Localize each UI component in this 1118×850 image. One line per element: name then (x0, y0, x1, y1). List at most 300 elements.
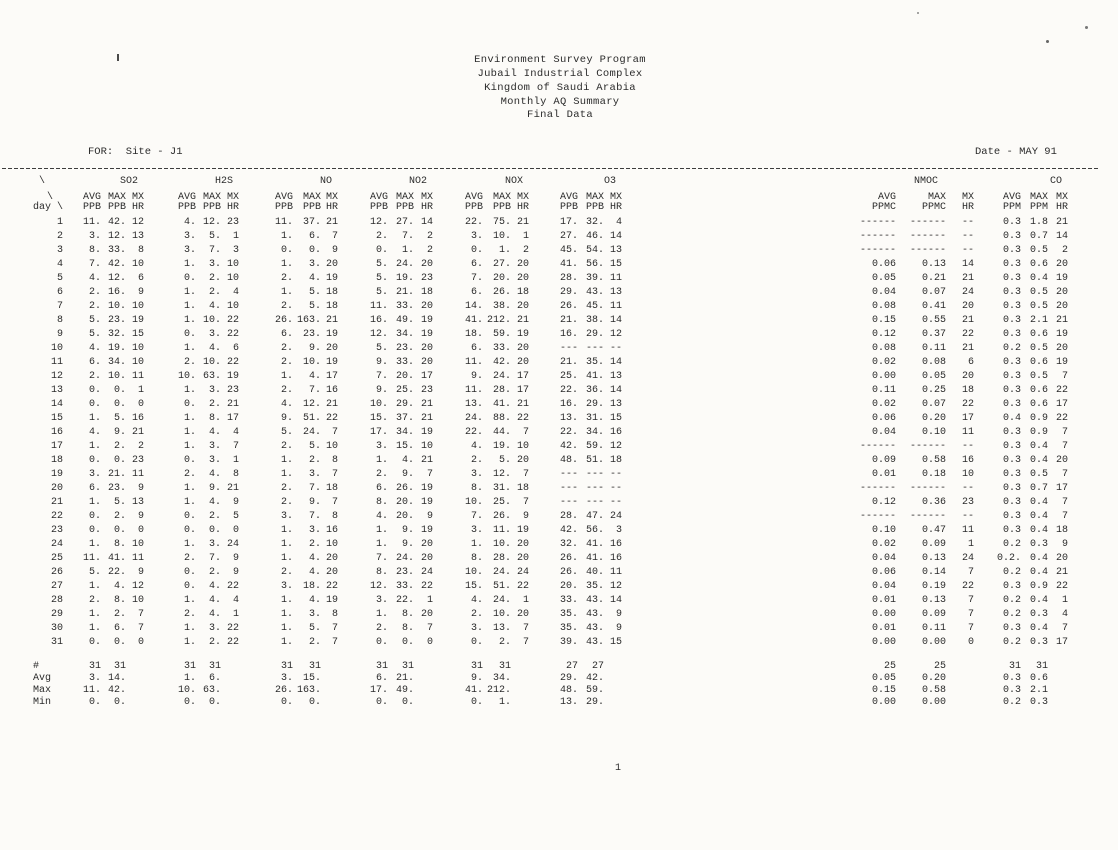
cell-so2-avg: 2. (89, 287, 102, 298)
cell-o3-avg: --- (560, 343, 579, 354)
stat-label-avg: AVG (560, 192, 579, 203)
cell-o3-max: 45. (586, 301, 605, 312)
cell-so2-avg: 1. (89, 413, 102, 424)
cell-nox-hr: 22 (517, 581, 530, 592)
column-header-no2: NO2 (409, 176, 428, 187)
cell-no2-max: 25. (396, 385, 415, 396)
summary-nmoc-avg: 0.00 (872, 697, 897, 708)
cell-no-hr: 7 (332, 497, 339, 508)
cell-o3-avg: 26. (560, 553, 579, 564)
cell-o3-avg: 20. (560, 581, 579, 592)
cell-no-hr: 16 (326, 525, 339, 536)
cell-no-hr: 18 (326, 483, 339, 494)
cell-no-hr: 20 (326, 343, 339, 354)
cell-nox-avg: 14. (465, 301, 484, 312)
cell-so2-hr: 12 (132, 581, 145, 592)
cell-co-hr: 18 (1056, 525, 1069, 536)
cell-nmoc-hr: 14 (962, 259, 975, 270)
day-number: 2 (57, 231, 64, 242)
cell-so2-avg: 2. (89, 595, 102, 606)
cell-no-hr: 10 (326, 441, 339, 452)
data-row-day-23 (33, 524, 1068, 538)
cell-so2-hr: 13 (132, 231, 145, 242)
cell-no2-hr: 20 (421, 553, 434, 564)
cell-nox-max: 1. (499, 245, 512, 256)
cell-no-hr: 22 (326, 413, 339, 424)
cell-no2-avg: 7. (376, 371, 389, 382)
cell-o3-avg: --- (560, 497, 579, 508)
cell-h2s-avg: 3. (184, 231, 197, 242)
cell-nmoc-hr: 18 (962, 385, 975, 396)
cell-nox-avg: 7. (471, 511, 484, 522)
cell-so2-hr: 10 (132, 595, 145, 606)
summary-h2s-max: 6. (209, 673, 222, 684)
summary-nox-blank (511, 685, 529, 697)
cell-h2s-hr: 10 (227, 259, 240, 270)
site-label: FOR: Site - J1 (88, 146, 183, 158)
cell-o3-hr: -- (610, 497, 623, 508)
cell-nmoc-hr: 22 (962, 399, 975, 410)
cell-nox-avg: 11. (465, 385, 484, 396)
cell-nox-max: 10. (493, 539, 512, 550)
cell-no-max: 9. (309, 343, 322, 354)
cell-o3-avg: 32. (560, 539, 579, 550)
day-number: 17 (51, 441, 64, 452)
cell-h2s-hr: 4 (233, 427, 240, 438)
cell-co-hr: 7 (1062, 469, 1069, 480)
cell-nmoc-avg: 0.02 (872, 399, 897, 410)
cell-no2-hr: 17 (421, 371, 434, 382)
cell-so2-hr: 8 (138, 245, 145, 256)
cell-o3-hr: 15 (610, 413, 623, 424)
day-number: 21 (51, 497, 64, 508)
cell-no-avg: 3. (281, 511, 294, 522)
cell-so2-max: 23. (108, 315, 127, 326)
cell-nox-hr: 7 (523, 623, 530, 634)
cell-o3-hr: 12 (610, 329, 623, 340)
cell-nox-avg: 6. (471, 287, 484, 298)
stat-label-avg: AVG (878, 192, 897, 203)
cell-co-max: 2.1 (1030, 315, 1049, 326)
page-number: 1 (615, 763, 622, 774)
cell-no2-hr: 20 (421, 539, 434, 550)
cell-no2-max: 7. (402, 231, 415, 242)
day-number: 16 (51, 427, 64, 438)
cell-h2s-max: 4. (209, 581, 222, 592)
cell-so2-hr: 16 (132, 413, 145, 424)
day-number: 1 (57, 217, 64, 228)
cell-nox-max: 11. (493, 525, 512, 536)
cell-no-hr: 18 (326, 301, 339, 312)
cell-h2s-hr: 8 (233, 469, 240, 480)
cell-so2-max: 10. (108, 301, 127, 312)
cell-no-avg: 6. (281, 329, 294, 340)
cell-nox-hr: 20 (517, 273, 530, 284)
cell-so2-max: 22. (108, 567, 127, 578)
cell-co-avg: 0.3 (1003, 301, 1022, 312)
cell-o3-max: 32. (586, 217, 605, 228)
cell-o3-hr: 11 (610, 567, 623, 578)
cell-no-avg: 1. (281, 539, 294, 550)
cell-no2-max: 34. (396, 427, 415, 438)
summary-no2-max: 49. (396, 685, 415, 696)
cell-co-max: 0.6 (1030, 385, 1049, 396)
cell-o3-avg: 26. (560, 301, 579, 312)
cell-nmoc-avg: 0.05 (872, 273, 897, 284)
cell-o3-max: 43. (586, 609, 605, 620)
cell-co-hr: 2 (1062, 245, 1069, 256)
cell-no2-max: 19. (396, 273, 415, 284)
unit-label: PPB (178, 202, 197, 213)
cell-co-avg: 0.3 (1003, 497, 1022, 508)
summary-co-blank (1048, 661, 1068, 673)
cell-o3-hr: 15 (610, 259, 623, 270)
cell-co-hr: 7 (1062, 497, 1069, 508)
cell-nox-hr: 7 (523, 497, 530, 508)
unit-label: PPB (586, 202, 605, 213)
summary-h2s-avg: 10. (178, 685, 197, 696)
cell-nmoc-avg: 0.15 (872, 315, 897, 326)
cell-o3-hr: 16 (610, 427, 623, 438)
day-number: 11 (51, 357, 64, 368)
cell-co-avg: 0.3 (1003, 623, 1022, 634)
cell-nox-avg: 3. (471, 525, 484, 536)
summary-o3-blank (604, 673, 622, 685)
cell-nmoc-hr: 24 (962, 287, 975, 298)
cell-o3-hr: 13 (610, 371, 623, 382)
day-number: 19 (51, 469, 64, 480)
day-number: 8 (57, 315, 64, 326)
cell-no2-avg: 4. (376, 511, 389, 522)
summary-nmoc-blank (946, 697, 974, 709)
cell-co-hr: 22 (1056, 385, 1069, 396)
summary-nmoc-max: 0.00 (922, 697, 947, 708)
day-number: 12 (51, 371, 64, 382)
day-number: 4 (57, 259, 64, 270)
summary-nox-blank (511, 673, 529, 685)
day-number: 20 (51, 483, 64, 494)
cell-nmoc-hr: 6 (968, 357, 975, 368)
cell-co-max: 0.5 (1030, 343, 1049, 354)
column-header-co: CO (1050, 176, 1063, 187)
cell-nmoc-hr: 20 (962, 301, 975, 312)
summary-no2-avg: 0. (376, 697, 389, 708)
unit-label: PPB (465, 202, 484, 213)
cell-so2-max: 2. (114, 441, 127, 452)
cell-no2-hr: 19 (421, 497, 434, 508)
cell-no2-max: 29. (396, 399, 415, 410)
cell-h2s-hr: 10 (227, 273, 240, 284)
cell-no2-avg: 5. (376, 273, 389, 284)
cell-nmoc-avg: 0.01 (872, 595, 897, 606)
cell-h2s-avg: 1. (184, 301, 197, 312)
cell-o3-avg: 17. (560, 217, 579, 228)
summary-row-min (33, 697, 1068, 709)
cell-no-hr: 21 (326, 217, 339, 228)
cell-no-hr: 19 (326, 357, 339, 368)
data-row-day-10 (33, 342, 1068, 356)
cell-no2-max: 20. (396, 371, 415, 382)
cell-no-avg: 11. (275, 217, 294, 228)
cell-co-avg: 0.2 (1003, 567, 1022, 578)
cell-nox-avg: 11. (465, 357, 484, 368)
cell-nox-max: 28. (493, 553, 512, 564)
cell-co-avg: 0.3 (1003, 259, 1022, 270)
unit-label: PPB (83, 202, 102, 213)
summary-h2s-max: 63. (203, 685, 222, 696)
cell-nox-hr: 20 (517, 343, 530, 354)
cell-h2s-avg: 10. (178, 371, 197, 382)
cell-no2-max: 26. (396, 483, 415, 494)
cell-co-max: 0.5 (1030, 371, 1049, 382)
cell-nmoc-hr: -- (962, 245, 975, 256)
aq-data-table (33, 176, 1068, 709)
cell-o3-max: 36. (586, 385, 605, 396)
cell-h2s-hr: 7 (233, 441, 240, 452)
cell-no-avg: 26. (275, 315, 294, 326)
stat-label-max: MAX (108, 192, 127, 203)
data-row-day-14 (33, 398, 1068, 412)
cell-no-hr: 19 (326, 329, 339, 340)
cell-no2-max: 49. (396, 315, 415, 326)
cell-nox-max: 38. (493, 301, 512, 312)
cell-nmoc-max: ------ (910, 217, 947, 228)
cell-h2s-max: 2. (209, 511, 222, 522)
stat-label-max: MAX (203, 192, 222, 203)
cell-no-hr: 18 (326, 287, 339, 298)
cell-so2-hr: 7 (138, 623, 145, 634)
cell-nmoc-avg: 0.09 (872, 455, 897, 466)
cell-o3-max: 59. (586, 441, 605, 452)
cell-no2-avg: 6. (376, 483, 389, 494)
cell-so2-max: 10. (108, 371, 127, 382)
cell-no-hr: 9 (332, 245, 339, 256)
cell-no-max: 5. (309, 441, 322, 452)
summary-no2-blank (414, 685, 433, 697)
summary-co-blank (1048, 673, 1068, 685)
cell-co-avg: 0.3 (1003, 455, 1022, 466)
summary-no2-max: 31 (402, 661, 415, 672)
cell-no2-avg: 5. (376, 287, 389, 298)
cell-no-hr: 8 (332, 455, 339, 466)
cell-co-hr: 20 (1056, 301, 1069, 312)
cell-o3-avg: 48. (560, 455, 579, 466)
cell-no2-max: 20. (396, 511, 415, 522)
cell-h2s-avg: 1. (184, 385, 197, 396)
cell-no-max: 6. (309, 231, 322, 242)
cell-nmoc-hr: -- (962, 231, 975, 242)
cell-h2s-avg: 1. (184, 413, 197, 424)
column-header-nox: NOX (505, 176, 524, 187)
cell-no-max: 9. (309, 497, 322, 508)
cell-nox-avg: 7. (471, 273, 484, 284)
cell-co-avg: 0.2 (1003, 595, 1022, 606)
cell-co-max: 0.6 (1030, 329, 1049, 340)
data-row-day-24 (33, 538, 1068, 552)
cell-no-hr: 20 (326, 259, 339, 270)
summary-nmoc-max: 25 (934, 661, 947, 672)
cell-no2-hr: 24 (421, 567, 434, 578)
cell-h2s-max: 63. (203, 371, 222, 382)
cell-no2-avg: 9. (376, 357, 389, 368)
cell-nox-max: 88. (493, 413, 512, 424)
cell-nmoc-avg: 0.06 (872, 413, 897, 424)
cell-no-max: 23. (303, 329, 322, 340)
cell-nox-hr: 1 (523, 595, 530, 606)
cell-no2-avg: 10. (370, 399, 389, 410)
cell-nmoc-max: 0.11 (922, 623, 947, 634)
cell-h2s-max: 2. (209, 399, 222, 410)
cell-nox-hr: 18 (517, 483, 530, 494)
cell-o3-max: 41. (586, 371, 605, 382)
cell-so2-max: 42. (108, 259, 127, 270)
cell-so2-max: 12. (108, 273, 127, 284)
cell-no2-avg: 2. (376, 469, 389, 480)
cell-nox-hr: 22 (517, 413, 530, 424)
cell-no-max: 2. (309, 539, 322, 550)
spacer-row (33, 650, 1068, 661)
cell-h2s-max: 4. (209, 343, 222, 354)
cell-o3-hr: 16 (610, 553, 623, 564)
cell-o3-hr: 15 (610, 637, 623, 648)
cell-co-hr: 7 (1062, 371, 1069, 382)
summary-label: Avg (33, 673, 52, 684)
cell-nox-max: 25. (493, 497, 512, 508)
cell-nox-hr: 1 (523, 231, 530, 242)
cell-nmoc-max: 0.00 (922, 637, 947, 648)
summary-co-max: 2.1 (1030, 685, 1049, 696)
cell-no-avg: 2. (281, 483, 294, 494)
cell-nmoc-hr: 7 (968, 567, 975, 578)
cell-o3-max: --- (586, 469, 605, 480)
summary-h2s-blank (221, 697, 239, 709)
day-number: 28 (51, 595, 64, 606)
cell-so2-max: 19. (108, 343, 127, 354)
cell-no-avg: 2. (281, 385, 294, 396)
cell-no2-hr: 21 (421, 455, 434, 466)
data-row-day-8 (33, 314, 1068, 328)
cell-h2s-avg: 2. (184, 469, 197, 480)
cell-nmoc-hr: 21 (962, 315, 975, 326)
summary-so2-avg: 31 (89, 661, 102, 672)
cell-so2-max: 0. (114, 455, 127, 466)
cell-nmoc-avg: ------ (860, 483, 897, 494)
cell-nox-avg: 3. (471, 623, 484, 634)
cell-nox-avg: 6. (471, 343, 484, 354)
cell-co-max: 0.5 (1030, 245, 1049, 256)
cell-nox-avg: 10. (465, 497, 484, 508)
cell-h2s-max: 0. (209, 525, 222, 536)
cell-h2s-max: 7. (209, 245, 222, 256)
column-header-no: NO (320, 176, 333, 187)
data-row-day-28 (33, 594, 1068, 608)
summary-no-blank (321, 661, 338, 673)
cell-nox-hr: 21 (517, 217, 530, 228)
summary-no2-blank (414, 673, 433, 685)
cell-no-max: 5. (309, 301, 322, 312)
stat-label-max: MAX (396, 192, 415, 203)
cell-o3-max: 35. (586, 581, 605, 592)
summary-co-blank (1048, 697, 1068, 709)
summary-nox-max: 34. (493, 673, 512, 684)
summary-so2-blank (126, 673, 144, 685)
unit-label: PPB (493, 202, 512, 213)
data-row-day-13 (33, 384, 1068, 398)
cell-nox-max: 24. (493, 595, 512, 606)
cell-nmoc-avg: 0.12 (872, 497, 897, 508)
cell-o3-avg: 21. (560, 315, 579, 326)
cell-no2-avg: 0. (376, 245, 389, 256)
cell-so2-max: 8. (114, 539, 127, 550)
cell-h2s-max: 4. (209, 497, 222, 508)
cell-so2-avg: 3. (89, 469, 102, 480)
section-title: Final Data (526, 109, 593, 121)
cell-co-hr: 21 (1056, 217, 1069, 228)
cell-so2-hr: 0 (138, 399, 145, 410)
cell-no-max: 37. (303, 217, 322, 228)
summary-no-max: 15. (303, 673, 322, 684)
summary-nox-blank (511, 661, 529, 673)
cell-no2-avg: 12. (370, 329, 389, 340)
cell-no2-max: 9. (402, 469, 415, 480)
day-number: 29 (51, 609, 64, 620)
cell-h2s-avg: 2. (184, 357, 197, 368)
cell-nmoc-max: 0.08 (922, 357, 947, 368)
cell-co-avg: 0.2. (997, 553, 1022, 564)
day-number: 14 (51, 399, 64, 410)
cell-nmoc-hr: -- (962, 483, 975, 494)
cell-nmoc-max: 0.10 (922, 427, 947, 438)
cell-no2-max: 34. (396, 329, 415, 340)
cell-so2-max: 23. (108, 483, 127, 494)
summary-o3-max: 29. (586, 697, 605, 708)
cell-o3-max: 38. (586, 315, 605, 326)
cell-nox-avg: 3. (471, 231, 484, 242)
cell-no-max: 3. (309, 525, 322, 536)
cell-nmoc-hr: 11 (962, 427, 975, 438)
cell-h2s-hr: 3 (233, 245, 240, 256)
day-number: 13 (51, 385, 64, 396)
cell-nox-avg: 2. (471, 455, 484, 466)
cell-co-hr: 22 (1056, 413, 1069, 424)
cell-o3-max: 35. (586, 357, 605, 368)
cell-no-avg: 1. (281, 231, 294, 242)
cell-so2-max: 2. (114, 609, 127, 620)
summary-nox-max: 212. (487, 685, 512, 696)
cell-nox-avg: 9. (471, 371, 484, 382)
cell-nox-hr: 20 (517, 301, 530, 312)
day-number: 3 (57, 245, 64, 256)
cell-co-avg: 0.2 (1003, 539, 1022, 550)
column-header-nmoc: NMOC (914, 176, 939, 187)
cell-so2-hr: 9 (138, 483, 145, 494)
cell-no-hr: 19 (326, 595, 339, 606)
cell-so2-avg: 5. (89, 315, 102, 326)
summary-nmoc-blank (946, 673, 974, 685)
cell-nox-max: 27. (493, 259, 512, 270)
cell-nox-hr: 17 (517, 371, 530, 382)
cell-no2-hr: 21 (421, 399, 434, 410)
summary-no-max: 0. (309, 697, 322, 708)
cell-nox-hr: 19 (517, 329, 530, 340)
scan-artifact (1046, 40, 1049, 43)
cell-o3-hr: -- (610, 483, 623, 494)
cell-no-avg: 2. (281, 273, 294, 284)
cell-o3-hr: 4 (616, 217, 623, 228)
cell-nox-max: 2. (499, 637, 512, 648)
cell-co-hr: 17 (1056, 399, 1069, 410)
data-row-day-16 (33, 426, 1068, 440)
